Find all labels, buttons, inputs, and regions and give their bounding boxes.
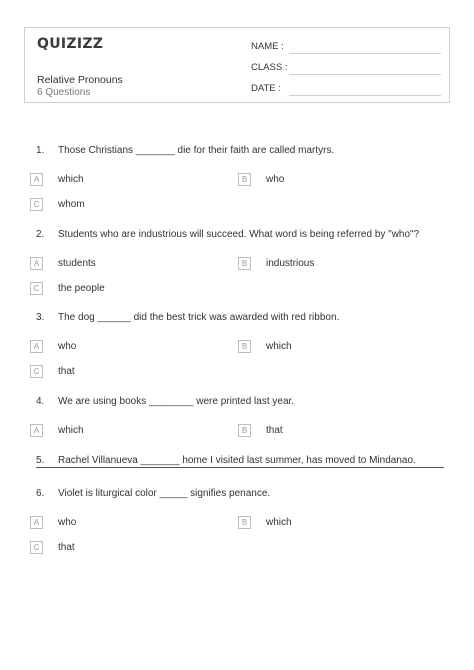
option-letter-box: A bbox=[30, 516, 43, 529]
question-number: 6. bbox=[36, 488, 45, 499]
question-number: 3. bbox=[36, 312, 45, 323]
question-text: Students who are industrious will succeed. What word is being referred by "who"? bbox=[58, 229, 420, 240]
date-line[interactable] bbox=[289, 95, 441, 96]
question-text: Violet is liturgical color _____ signifies penance. bbox=[58, 488, 271, 499]
question-number: 4. bbox=[36, 396, 45, 407]
option-letter-box: C bbox=[30, 541, 43, 554]
name-line[interactable] bbox=[289, 53, 441, 54]
option-text: students bbox=[58, 258, 96, 269]
question-text: Rachel Villanueva _______ home I visited last summer, has moved to Mindanao. bbox=[58, 455, 416, 466]
option-letter-box: C bbox=[30, 198, 43, 211]
name-field[interactable] bbox=[251, 41, 441, 55]
question-6 bbox=[36, 488, 270, 499]
option-letter-box: C bbox=[30, 282, 43, 295]
quizizz-logo: QUIZIZZ bbox=[37, 36, 104, 52]
class-line[interactable] bbox=[289, 74, 441, 75]
option-text: which bbox=[58, 174, 84, 185]
question-number: 5. bbox=[36, 455, 45, 466]
option-text: which bbox=[58, 425, 84, 436]
option-letter-box: B bbox=[238, 424, 251, 437]
option-text: who bbox=[58, 341, 77, 352]
option-letter-box: B bbox=[238, 173, 251, 186]
option-text: that bbox=[58, 366, 75, 377]
option-letter-box: C bbox=[30, 365, 43, 378]
question-count: 6 Questions bbox=[37, 87, 91, 98]
worksheet-header bbox=[24, 27, 450, 103]
option-letter-box: A bbox=[30, 257, 43, 270]
option-text: whom bbox=[58, 199, 85, 210]
question-text: We are using books ________ were printed last year. bbox=[58, 396, 295, 407]
question-number: 1. bbox=[36, 145, 45, 156]
question-text: Those Christians _______ die for their faith are called martyrs. bbox=[58, 145, 335, 156]
question-2 bbox=[36, 229, 419, 240]
question-text: The dog ______ did the best trick was awarded with red ribbon. bbox=[58, 312, 340, 323]
option-letter-box: B bbox=[238, 257, 251, 270]
class-field[interactable] bbox=[251, 62, 441, 76]
name-label: NAME : bbox=[251, 41, 284, 52]
option-text: which bbox=[266, 341, 292, 352]
option-letter-box: B bbox=[238, 340, 251, 353]
option-letter-box: A bbox=[30, 424, 43, 437]
date-field[interactable] bbox=[251, 83, 441, 97]
option-text: who bbox=[266, 174, 285, 185]
option-letter-box: A bbox=[30, 173, 43, 186]
option-text: industrious bbox=[266, 258, 315, 269]
worksheet-title: Relative Pronouns bbox=[37, 74, 123, 86]
option-text: which bbox=[266, 517, 292, 528]
option-text: that bbox=[58, 542, 75, 553]
option-text: who bbox=[58, 517, 77, 528]
question-4 bbox=[36, 396, 294, 407]
question-5 bbox=[36, 455, 444, 468]
option-letter-box: A bbox=[30, 340, 43, 353]
option-text: that bbox=[266, 425, 283, 436]
option-text: the people bbox=[58, 283, 105, 294]
date-label: DATE : bbox=[251, 83, 281, 94]
question-1 bbox=[36, 145, 334, 156]
class-label: CLASS : bbox=[251, 62, 288, 73]
option-letter-box: B bbox=[238, 516, 251, 529]
question-3 bbox=[36, 312, 339, 323]
question-number: 2. bbox=[36, 229, 45, 240]
